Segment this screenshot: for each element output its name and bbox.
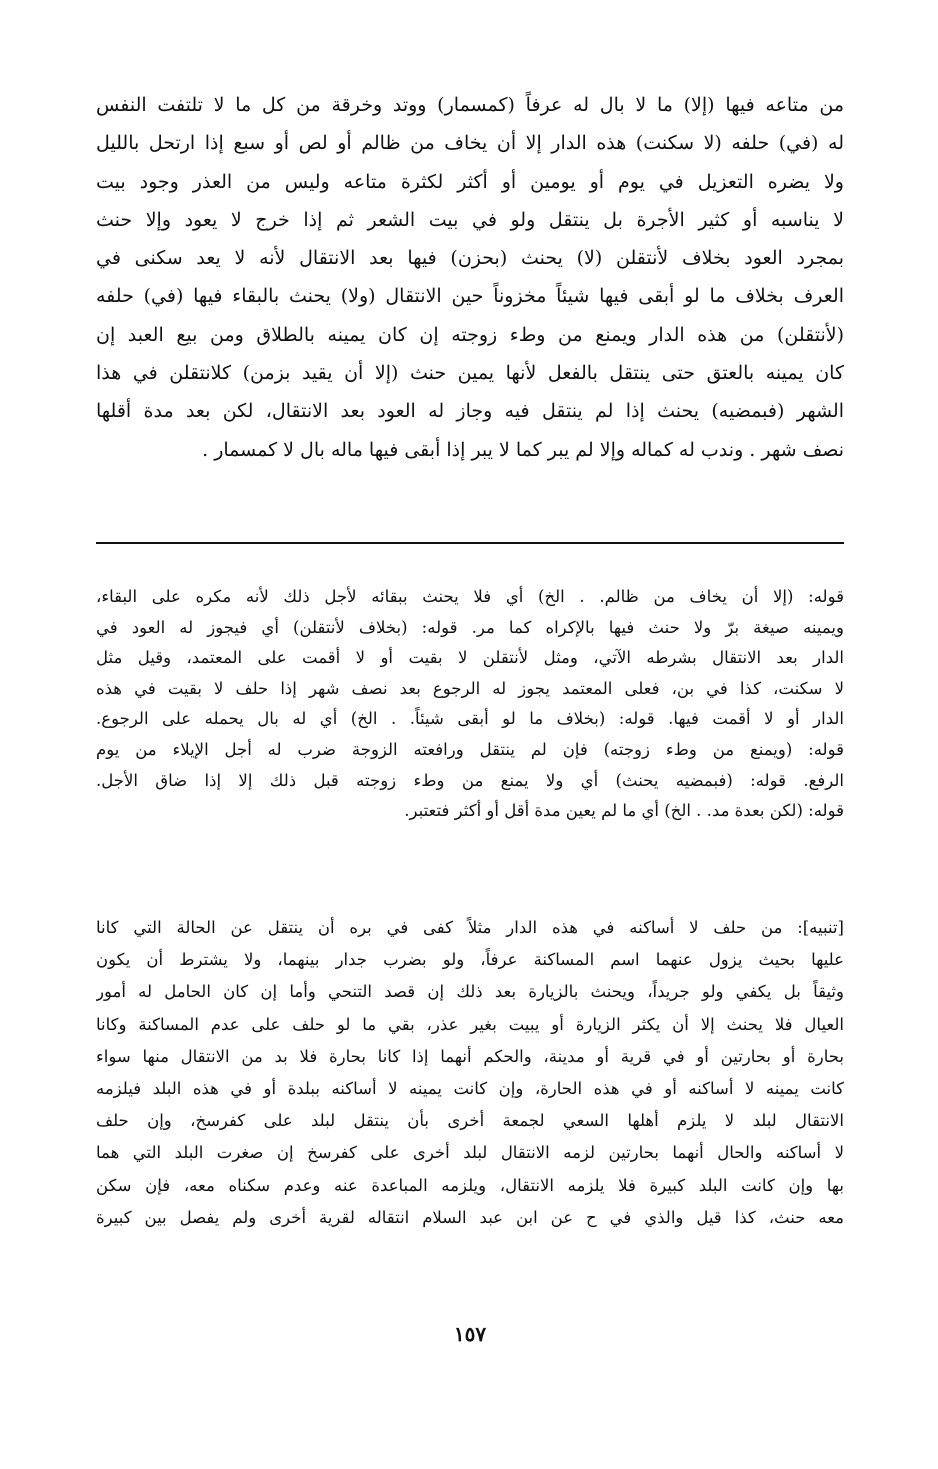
main-line: بمجرد العود بخلاف لأنتقلن (لا) يحنث (بحزن) فيها بعد الانتقال لأنه لا يعد سكنى في — [96, 247, 844, 270]
separator-rule — [96, 542, 844, 544]
page-number: ١٥٧ — [453, 1322, 487, 1346]
note-line: العيال فلا يحنث إلا أن يكثر الزيارة أو يبيت بغير عذر، بقي ما لو حلف على عدم المساكنة وكانا — [96, 1014, 844, 1034]
note-block — [96, 912, 844, 1234]
page — [96, 86, 844, 1456]
commentary-line: الرفع. قوله: (فبمضيه يحنث) أي ولا يمنع من وطء زوجته قبل ذلك إلا إذا ضاق الأجل. — [96, 770, 844, 790]
note-line: بحارة أو بحارتين أو في قرية أو مدينة، والحكم أنهما إذا كانا بحارة فلا بد من الانتقال منها سواء — [96, 1046, 844, 1066]
note-line: معه حنث، كذا قيل والذي في ح عن ابن عبد السلام انتقاله لقرية أخرى ولم يفصل بين كبيرة — [96, 1207, 844, 1227]
commentary-line: قوله: (لكن بعدة مد. . الخ) أي ما لم يعين مدة أقل أو أكثر فتعتبر. — [404, 801, 844, 821]
main-line: ولا يضره التعزيل في يوم أو يومين أو أكثر لكثرة متاعه وليس من العذر وجود بيت — [96, 170, 844, 193]
commentary-line: الدار أو لا أقمت فيها. قوله: (بخلاف ما لو أبقى شيئاً. . الخ) أي له بال يحمله على الرجوع. — [96, 709, 844, 729]
note-line: الانتقال لبلد لا يلزم أهلها السعي لجمعة أخرى بأن ينتقل لبلد على كفرسخ، وإن حلف — [96, 1111, 844, 1131]
main-line: له (في) حلفه (لا سكنت) هذه الدار إلا أن يخاف من ظالم أو لص أو سبع إذا ارتحل بالليل — [96, 132, 844, 155]
main-line: الشهر (فبمضيه) يحنث إذا لم ينتقل فيه وجاز له العود بعد الانتقال، لكن بعد مدة أقلها — [96, 400, 844, 423]
main-line: (لأنتقلن) من هذه الدار ويمنع من وطء زوجته إن كان يمينه بالطلاق ومن بيع العبد إن — [96, 323, 844, 346]
commentary-line: ويمينه صيغة برّ ولا حنث فيها بالإكراه كما مر. قوله: (بخلاف لأنتقلن) أي فيجوز له العود في — [96, 617, 844, 637]
main-line: كان يمينه بالعتق حتى ينتقل بالفعل لأنها يمين حنث (إلا أن يقيد بزمن) كلانتقلن في هذا — [96, 362, 844, 385]
note-line: [تنبيه]: من حلف لا أساكنه في هذه الدار مثلاً كفى في بره أن ينتقل عن الحالة التي كانا — [96, 918, 844, 937]
commentary-line: لا سكنت، كذا في بن، فعلى المعتمد يجوز له الرجوع بعد نصف شهر إذا حلف لا بقيت في هذه — [96, 678, 844, 698]
commentary-line: الدار بعد الانتقال بشرطه الآتي، ومثل لأنتقلن لا بقيت أو لا أقمت على المعتمد، وقيل مثل — [96, 648, 844, 668]
note-line: بها وإن كانت البلد كبيرة فلا يلزمه الانتقال، ويلزمه المباعدة عنه وعدم سكناه معه، فإن سكن — [96, 1175, 844, 1195]
main-line: لا يناسبه أو كثير الأجرة بل ينتقل ولو في بيت الشعر ثم إذا خرج لا يعود وإلا حنث — [96, 208, 844, 231]
commentary-line: قوله: (إلا أن يخاف من ظالم. . الخ) أي فلا يحنث ببقائه لأجل ذلك لأنه مكره على البقاء، — [96, 587, 844, 606]
main-line: العرف بخلاف ما لو أبقى فيها شيئاً مخزوناً حين الانتقال (ولا) يحنث بالبقاء فيها (في) حلفه — [96, 285, 844, 308]
commentary-line: قوله: (ويمنع من وطء زوجته) فإن لم ينتقل ورافعته الزوجة ضرب له أجل الإيلاء من يوم — [96, 739, 844, 759]
main-text — [96, 86, 844, 469]
note-line: وثيقاً بل يكفي ولو جريداً، ويحنث بالزيارة بعد ذلك إن قصد التنحي وأما إن كان الحامل له أمور — [96, 982, 844, 1002]
main-line: من متاعه فيها (إلا) ما لا بال له عرفاً (كمسمار) ووتد وخرقة من كل ما لا تلتفت النفس — [96, 94, 844, 116]
main-line: نصف شهر . وندب له كماله وإلا لم يبر كما لا يبر إذا أبقى فيها ماله بال لا كمسمار . — [202, 438, 844, 461]
note-line: عليها بحيث يزول عنهما اسم المساكنة عرفاً، ولو بضرب جدار بينهما، ولا يشترط أن يكون — [96, 950, 844, 970]
commentary-block — [96, 582, 844, 827]
note-line: كانت يمينه لا أساكنه أو في هذه الحارة، وإن كانت يمينه لا أساكنه ببلدة أو في هذه البلد فيلزمه — [96, 1078, 844, 1098]
note-line: لا أساكنه والحال أنهما بحارتين لزمه الانتقال لبلد أخرى على كفرسخ إن صغرت البلد التي هما — [96, 1143, 844, 1163]
